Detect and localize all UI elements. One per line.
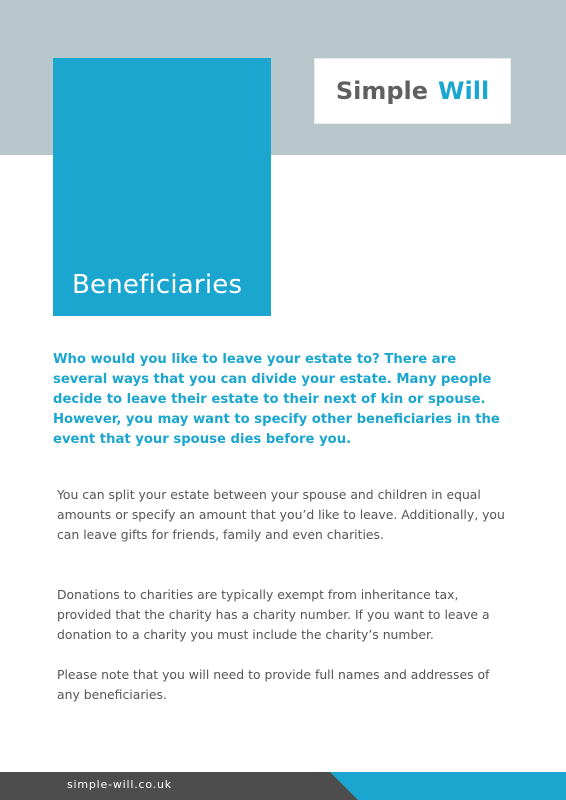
footer-bar-accent: [330, 772, 566, 800]
logo-wordmark: [336, 77, 489, 105]
logo-word-will: Will: [438, 77, 490, 105]
brand-logo: [315, 59, 510, 123]
body-paragraph-1: You can split your estate between your spouse and children in equal amounts or specify an amount that you’d like to leave. Additionally, you can leave gifts for friends, family and even charities.: [57, 487, 505, 542]
footer-bar-dark: [0, 772, 360, 800]
section-title: Beneficiaries: [72, 270, 243, 300]
body-paragraph-3: Please note that you will need to provide full names and addresses of any beneficiaries.: [57, 667, 490, 702]
body-paragraph-2: Donations to charities are typically exempt from inheritance tax, provided that the charity has a charity number. If you want to leave a donation to a charity you must include the charity’s number.: [57, 587, 490, 642]
lead-paragraph: Who would you like to leave your estate to? There are several ways that you can divide your estate. Many people decide to leave their estate to their next of kin or spouse. However, you may want to specify other beneficiaries in the event that your spouse dies before you.: [53, 352, 500, 447]
logo-word-simple: Simple: [335, 77, 429, 105]
footer-website-link[interactable]: simple-will.co.uk: [67, 778, 172, 791]
